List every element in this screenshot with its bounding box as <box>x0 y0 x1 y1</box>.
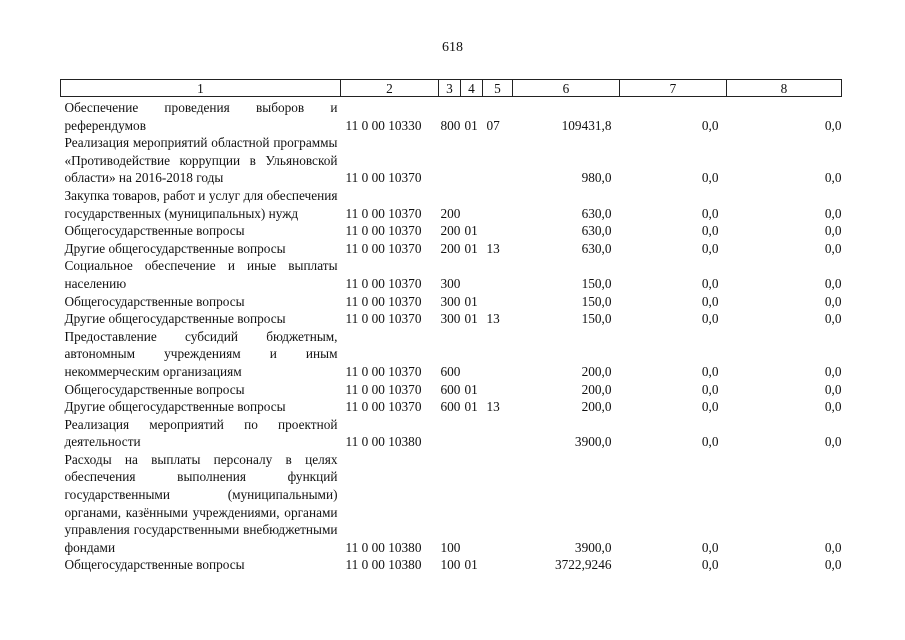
row-target-article: 11 0 00 10370 <box>345 311 422 327</box>
row-subsection: 07 <box>486 117 500 133</box>
row-amount-col6: 980,0 <box>581 170 612 186</box>
row-expense-type: 800 <box>440 117 461 133</box>
row-section <box>461 328 483 381</box>
row-target-article: 11 0 00 10370 <box>345 240 422 256</box>
row-subsection <box>483 556 513 574</box>
row-target-article: 11 0 00 10370 <box>345 170 422 186</box>
table-row <box>61 240 842 258</box>
row-expense-type: 100 <box>440 539 461 555</box>
row-name: Реализация мероприятий по проектной деятельности <box>64 416 338 450</box>
row-target-article: 11 0 00 10370 <box>345 205 422 221</box>
row-amount-col6: 630,0 <box>581 205 612 221</box>
row-amount-col6: 150,0 <box>581 293 612 309</box>
row-subsection <box>483 257 513 292</box>
row-target-article: 11 0 00 10370 <box>345 381 422 397</box>
column-header-4: 4 <box>461 80 483 97</box>
row-amount-col6: 3900,0 <box>574 539 612 555</box>
row-name: Другие общегосударственные вопросы <box>64 311 286 327</box>
row-amount-col8: 0,0 <box>824 223 842 239</box>
row-amount-col8: 0,0 <box>824 117 842 133</box>
row-section <box>461 257 483 292</box>
row-section <box>461 134 483 187</box>
row-amount-col7: 0,0 <box>701 363 719 379</box>
row-amount-col7: 0,0 <box>701 275 719 291</box>
row-amount-col8: 0,0 <box>824 539 842 555</box>
row-section <box>461 451 483 557</box>
column-header-1: 1 <box>61 80 341 97</box>
row-name: Социальное обеспечение и иные выплаты населению <box>64 258 338 291</box>
row-amount-col6: 150,0 <box>581 275 612 291</box>
row-section: 01 <box>464 240 478 256</box>
row-target-article: 11 0 00 10370 <box>345 223 422 239</box>
row-name: Другие общегосударственные вопросы <box>64 240 286 256</box>
column-header-3: 3 <box>439 80 461 97</box>
row-expense-type <box>439 416 461 451</box>
row-amount-col6: 109431,8 <box>561 117 612 133</box>
table-row <box>61 328 842 381</box>
row-subsection <box>483 451 513 557</box>
row-target-article: 11 0 00 10380 <box>345 434 422 450</box>
row-amount-col7: 0,0 <box>701 205 719 221</box>
row-subsection <box>483 222 513 240</box>
column-header-5: 5 <box>483 80 513 97</box>
row-amount-col8: 0,0 <box>824 205 842 221</box>
row-section: 01 <box>464 399 478 415</box>
row-name: Предоставление субсидий бюджетным, автономным учреждениям и иным некоммерческим организациям <box>64 328 338 379</box>
row-target-article: 11 0 00 10370 <box>345 275 422 291</box>
row-subsection: 13 <box>486 399 500 415</box>
row-amount-col6: 200,0 <box>581 381 612 397</box>
row-expense-type: 200 <box>440 223 461 239</box>
table-row <box>61 381 842 399</box>
row-amount-col6: 200,0 <box>581 363 612 379</box>
row-amount-col8: 0,0 <box>824 170 842 186</box>
row-name: Общегосударственные вопросы <box>64 223 245 239</box>
row-expense-type: 200 <box>440 240 461 256</box>
row-section: 01 <box>464 311 478 327</box>
row-amount-col6: 150,0 <box>581 311 612 327</box>
row-amount-col6: 3900,0 <box>574 434 612 450</box>
row-amount-col8: 0,0 <box>824 381 842 397</box>
table-row <box>61 293 842 311</box>
budget-table <box>60 79 842 574</box>
row-expense-type: 600 <box>440 363 461 379</box>
row-name: Общегосударственные вопросы <box>64 557 245 573</box>
row-amount-col6: 630,0 <box>581 223 612 239</box>
table-row <box>61 134 842 187</box>
row-expense-type: 300 <box>440 275 461 291</box>
row-section: 01 <box>464 557 478 573</box>
row-amount-col7: 0,0 <box>701 381 719 397</box>
row-target-article: 11 0 00 10380 <box>345 557 422 573</box>
row-expense-type: 300 <box>440 311 461 327</box>
column-header-8: 8 <box>727 80 842 97</box>
row-section <box>461 416 483 451</box>
row-target-article: 11 0 00 10380 <box>345 539 422 555</box>
row-name: Обеспечение проведения выборов и референдумов <box>64 100 338 133</box>
table-row <box>61 451 842 557</box>
row-amount-col8: 0,0 <box>824 275 842 291</box>
row-amount-col8: 0,0 <box>824 557 842 573</box>
column-header-2: 2 <box>341 80 439 97</box>
row-name: Закупка товаров, работ и услуг для обеспечения государственных (муниципальных) нужд <box>64 187 338 221</box>
row-amount-col8: 0,0 <box>824 311 842 327</box>
row-amount-col7: 0,0 <box>701 223 719 239</box>
row-amount-col7: 0,0 <box>701 240 719 256</box>
row-name: Общегосударственные вопросы <box>64 381 245 397</box>
row-expense-type <box>439 134 461 187</box>
row-target-article: 11 0 00 10370 <box>345 399 422 415</box>
row-name: Реализация мероприятий областной программы «Противодействие коррупции в Ульяновской области» на 2016-2018 годы <box>64 135 338 186</box>
row-expense-type: 100 <box>440 557 461 573</box>
row-amount-col8: 0,0 <box>824 240 842 256</box>
column-header-6: 6 <box>513 80 620 97</box>
row-section: 01 <box>464 223 478 239</box>
row-amount-col7: 0,0 <box>701 311 719 327</box>
row-amount-col7: 0,0 <box>701 539 719 555</box>
row-amount-col6: 630,0 <box>581 240 612 256</box>
table-row <box>61 222 842 240</box>
row-subsection <box>483 381 513 399</box>
row-amount-col8: 0,0 <box>824 399 842 415</box>
row-name: Другие общегосударственные вопросы <box>64 399 286 415</box>
row-amount-col8: 0,0 <box>824 434 842 450</box>
table-row <box>61 556 842 574</box>
row-amount-col7: 0,0 <box>701 117 719 133</box>
row-name: Общегосударственные вопросы <box>64 293 245 309</box>
table-row <box>61 310 842 328</box>
row-target-article: 11 0 00 10370 <box>345 363 422 379</box>
row-amount-col7: 0,0 <box>701 170 719 186</box>
row-expense-type: 600 <box>440 399 461 415</box>
table-body <box>61 97 842 575</box>
table-row <box>61 97 842 135</box>
row-subsection: 13 <box>486 240 500 256</box>
row-amount-col7: 0,0 <box>701 293 719 309</box>
row-section <box>461 187 483 222</box>
table-header-row <box>61 80 842 97</box>
row-amount-col8: 0,0 <box>824 363 842 379</box>
table-row <box>61 187 842 222</box>
row-amount-col6: 200,0 <box>581 399 612 415</box>
row-amount-col7: 0,0 <box>701 557 719 573</box>
table-row <box>61 398 842 416</box>
row-target-article: 11 0 00 10330 <box>345 117 422 133</box>
row-subsection <box>483 293 513 311</box>
row-target-article: 11 0 00 10370 <box>345 293 422 309</box>
row-amount-col7: 0,0 <box>701 399 719 415</box>
table-row <box>61 257 842 292</box>
row-subsection <box>483 187 513 222</box>
page-number: 618 <box>442 40 463 55</box>
row-expense-type: 200 <box>440 205 461 221</box>
row-amount-col7: 0,0 <box>701 434 719 450</box>
row-amount-col8: 0,0 <box>824 293 842 309</box>
row-subsection <box>483 134 513 187</box>
row-section: 01 <box>464 381 478 397</box>
table-row <box>61 416 842 451</box>
row-subsection <box>483 416 513 451</box>
row-subsection: 13 <box>486 311 500 327</box>
row-section: 01 <box>464 117 478 133</box>
row-section: 01 <box>464 293 478 309</box>
column-header-7: 7 <box>620 80 727 97</box>
row-amount-col6: 3722,9246 <box>554 557 612 573</box>
row-expense-type: 600 <box>440 381 461 397</box>
row-name: Расходы на выплаты персоналу в целях обеспечения выполнения функций государственными (муниципальными) органами, казёнными учреждениями, органами управления государственными внебюджетными фондами <box>64 451 338 555</box>
row-expense-type: 300 <box>440 293 461 309</box>
row-subsection <box>483 328 513 381</box>
